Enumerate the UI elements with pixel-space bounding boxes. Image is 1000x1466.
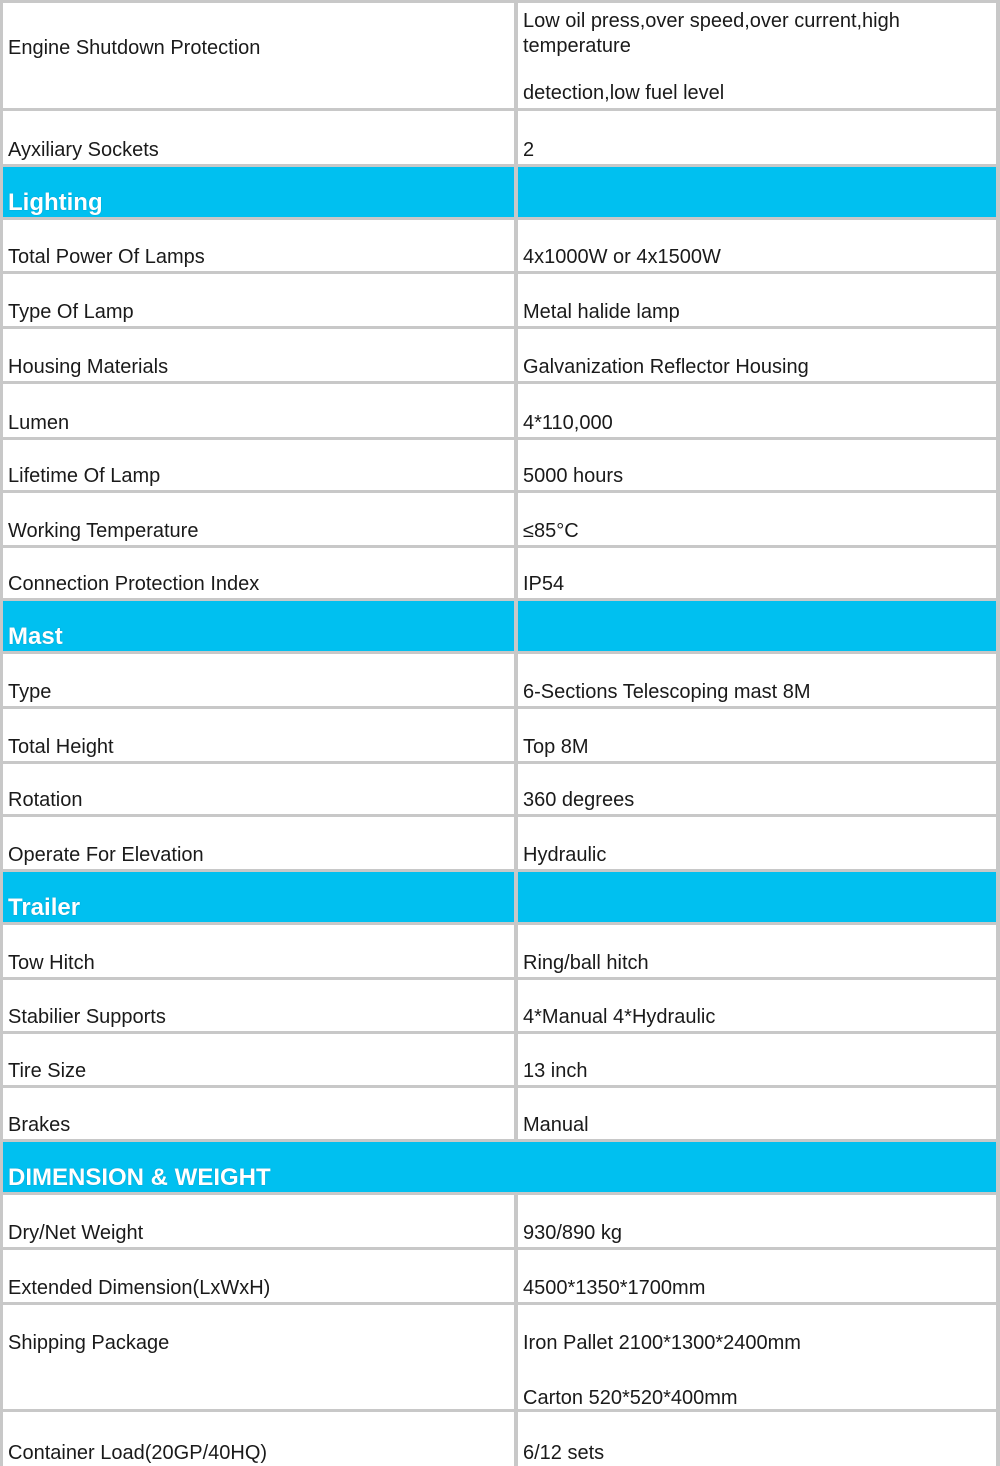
row-label: Housing Materials [8,356,169,378]
row-label: Ayxiliary Sockets [8,139,159,161]
row-value: 5000 hours [523,465,624,487]
row-label: Lumen [8,412,70,434]
row-value: 6-Sections Telescoping mast 8M [523,681,811,703]
table-row [0,384,1000,437]
row-value: Manual [523,1114,589,1136]
row-value: Iron Pallet 2100*1300*2400mm [523,1332,801,1354]
row-label: Lifetime Of Lamp [8,465,161,487]
row-value: detection,low fuel level [523,82,725,104]
row-label: Dry/Net Weight [8,1222,144,1244]
row-value: 930/890 kg [523,1222,622,1244]
row-value: Hydraulic [523,844,607,866]
row-label: Tow Hitch [8,952,95,974]
table-row [0,329,1000,381]
row-label: Total Power Of Lamps [8,246,205,268]
row-label: Shipping Package [8,1332,170,1354]
table-row [0,1250,1000,1302]
table-row [0,817,1000,869]
row-value: IP54 [523,573,565,595]
table-row [0,1305,1000,1409]
table-row [0,440,1000,490]
row-label: Type [8,681,52,703]
row-value: Top 8M [523,736,589,758]
table-row [0,980,1000,1031]
table-row [0,3,1000,108]
row-label: Engine Shutdown Protection [8,37,261,59]
row-value: 6/12 sets [523,1442,605,1464]
table-row [0,111,1000,164]
table-row [0,654,1000,706]
row-label: Operate For Elevation [8,844,204,866]
row-value: 2 [523,139,535,161]
row-label: Type Of Lamp [8,301,134,323]
row-value: Galvanization Reflector Housing [523,356,809,378]
section-title: DIMENSION & WEIGHT [8,1164,271,1191]
row-label: Extended Dimension(LxWxH) [8,1277,271,1299]
section-title: Lighting [8,189,103,216]
table-row [0,1412,1000,1466]
row-value: 4*110,000 [523,412,613,434]
row-value: Low oil press,over speed,over current,high temperature [523,10,900,57]
table-row [0,493,1000,545]
section-title: Mast [8,623,63,650]
row-value: Carton 520*520*400mm [523,1387,738,1409]
row-label: Stabilier Supports [8,1006,166,1028]
row-value: Metal halide lamp [523,301,680,323]
row-value: 4500*1350*1700mm [523,1277,706,1299]
table-row [0,1195,1000,1247]
row-value: 4*Manual 4*Hydraulic [523,1006,716,1028]
row-label: Connection Protection Index [8,573,260,595]
row-label: Working Temperature [8,520,199,542]
row-value: 13 inch [523,1060,588,1082]
row-label: Tire Size [8,1060,87,1082]
row-value: 360 degrees [523,789,635,811]
section-title: Trailer [8,894,81,921]
table-row [0,709,1000,761]
row-label: Container Load(20GP/40HQ) [8,1442,268,1464]
table-row [0,1088,1000,1139]
table-row [0,548,1000,598]
table-row [0,220,1000,271]
section-header-dimension-weight [0,1142,1000,1192]
section-header-trailer [0,872,1000,922]
section-header-mast [0,601,1000,651]
row-value: 4x1000W or 4x1500W [523,246,721,268]
table-row [0,1034,1000,1085]
row-label: Rotation [8,789,83,811]
row-value: ≤85°C [523,520,579,542]
row-label: Brakes [8,1114,71,1136]
section-header-lighting [0,167,1000,217]
table-row [0,274,1000,326]
table-row [0,925,1000,977]
row-value: Ring/ball hitch [523,952,649,974]
row-label: Total Height [8,736,114,758]
table-row [0,764,1000,814]
